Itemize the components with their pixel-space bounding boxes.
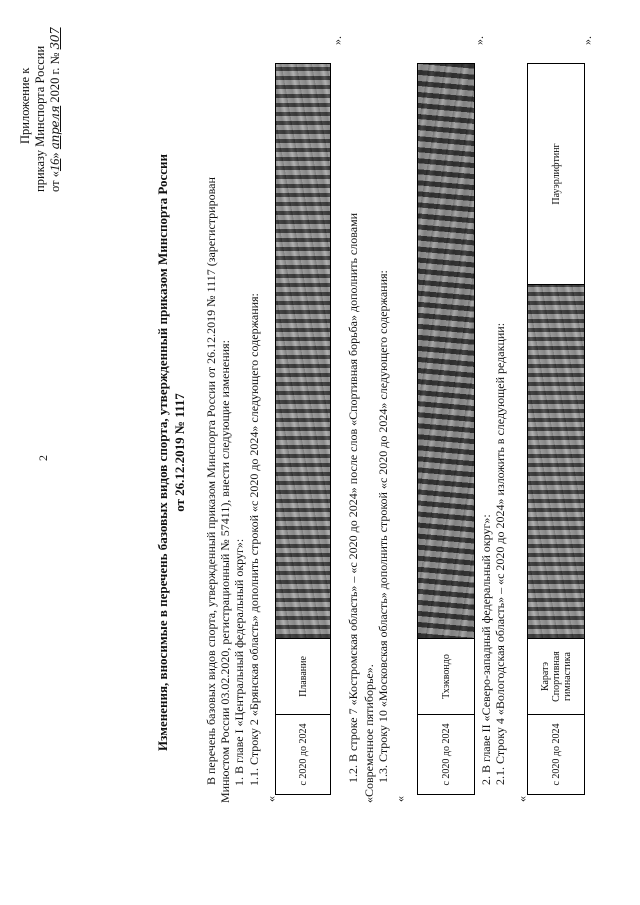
table-3-sports bbox=[528, 638, 584, 714]
table-3-sport-3: гимнастика bbox=[561, 652, 573, 701]
table-2-open-quote: « bbox=[393, 796, 407, 802]
section-2-heading: 2. В главе II «Северо-западный федеральный округ»: bbox=[479, 514, 493, 785]
item-1-1: 1.1. Строку 2 «Брянская область» дополнить строкой «с 2020 до 2024» следующего содержания: bbox=[247, 293, 261, 786]
appendix-mid: » bbox=[48, 149, 62, 159]
intro-line-1: В перечень базовых видов спорта, утвержденный приказом Минспорта России от 26.12.2019 № 1117 (зарегистрирован bbox=[204, 177, 218, 785]
table-3-redacted-area bbox=[528, 284, 584, 638]
item-2-1: 2.1. Строку 4 «Вологодская область» – «с 2020 до 2024» изложить в следующей редакции: bbox=[493, 322, 507, 785]
document-title-line-2: от 26.12.2019 № 1117 bbox=[172, 393, 187, 512]
table-2 bbox=[417, 63, 475, 795]
table-3-period: с 2020 до 2024 bbox=[528, 714, 584, 794]
table-3-last-sport: Пауэрлифтинг bbox=[550, 143, 562, 205]
appendix-line-1: Приложение к bbox=[18, 67, 32, 144]
table-2-period: с 2020 до 2024 bbox=[418, 714, 474, 794]
table-3-open-quote: « bbox=[515, 796, 529, 802]
table-1-open-quote: « bbox=[264, 796, 278, 802]
table-1-sport: Плавание bbox=[276, 638, 330, 714]
item-1-2-line-2: «Современное пятиборье». bbox=[362, 664, 376, 803]
table-3-sport-1: Каратэ bbox=[539, 661, 551, 692]
table-2-sport: Тхэквондо bbox=[418, 638, 474, 714]
table-3-close-quote: ». bbox=[580, 36, 594, 45]
intro-line-2: Минюстом России 03.02.2020, регистрационный № 57411), внести следующие изменения: bbox=[218, 340, 232, 803]
appendix-line-3 bbox=[48, 20, 63, 192]
appendix-month: апреля bbox=[48, 105, 62, 150]
page-number: 2 bbox=[36, 455, 50, 461]
item-1-2-line-1: 1.2. В строке 7 «Костромская область» – «с 2020 до 2024» после слов «Спортивная борьба» дополнить словами bbox=[346, 212, 360, 783]
table-1-period: с 2020 до 2024 bbox=[276, 714, 330, 794]
appendix-block bbox=[18, 20, 63, 192]
document-title-line-1: Изменения, вносимые в перечень базовых видов спорта, утвержденный приказом Минспорта России bbox=[155, 154, 170, 751]
appendix-line-2: приказу Минспорта России bbox=[33, 45, 47, 192]
appendix-from: от « bbox=[48, 171, 62, 192]
appendix-number: 307 bbox=[48, 27, 62, 50]
table-1 bbox=[275, 63, 331, 795]
table-3 bbox=[527, 63, 585, 795]
table-1-redacted-area bbox=[276, 64, 330, 638]
table-1-close-quote: ». bbox=[330, 36, 344, 45]
item-1-3: 1.3. Строку 10 «Московская область» дополнить строкой «с 2020 до 2024» следующего содержания: bbox=[376, 270, 390, 783]
appendix-day: 16 bbox=[48, 158, 62, 172]
table-2-redacted-area bbox=[418, 64, 474, 638]
table-3-sport-2: Спортивная bbox=[550, 651, 562, 702]
table-2-close-quote: ». bbox=[472, 36, 486, 45]
section-1-heading: 1. В главе I «Центральный федеральный округ»: bbox=[232, 538, 246, 786]
appendix-year: 2020 г. № bbox=[48, 49, 62, 106]
